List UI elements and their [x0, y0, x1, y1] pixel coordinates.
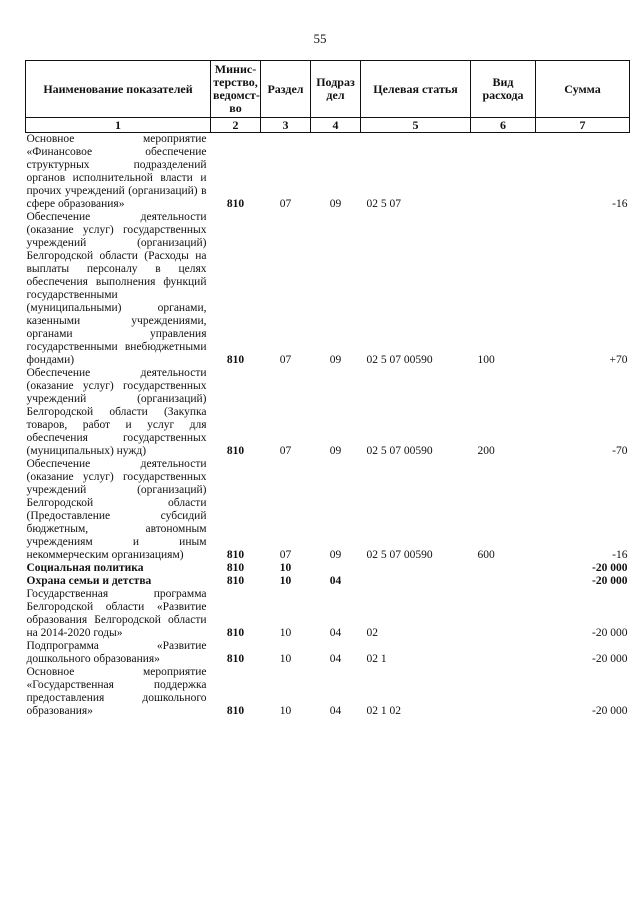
row-sum-cell: -20 000 [592, 575, 628, 587]
row-name-cell: Обеспечение деятельности (оказание услуг) государственных учреждений (организаций) Белгородской области (Предоставление субсидий бюджетным, автономным учреждениям и иным некоммерческим организациям) [26, 458, 207, 561]
row-type-cell: 600 [477, 549, 495, 561]
column-header-ministry: Минис-терство, ведомст-во [211, 61, 261, 118]
column-header-subsection: Подраз дел [311, 61, 361, 118]
row-target-cell: 02 [366, 627, 378, 639]
table-row [26, 211, 630, 367]
row-ministry-cell: 810 [226, 575, 245, 587]
row-subsection-cell: 09 [329, 445, 342, 457]
column-number: 2 [211, 118, 261, 133]
row-type-cell: 100 [477, 354, 495, 366]
row-name-cell: Основное мероприятие «Финансовое обеспечение структурных подразделений органов исполнительной власти и прочих учреждений (организаций) в сфере образования» [26, 133, 207, 210]
table-row [26, 666, 630, 718]
budget-table [25, 60, 630, 718]
row-subsection-cell: 04 [329, 575, 342, 587]
row-type-cell [471, 133, 536, 212]
column-header-sum: Сумма [536, 61, 630, 118]
row-section-cell: 10 [279, 627, 292, 639]
column-number: 6 [471, 118, 536, 133]
column-header-type: Вид расхода [471, 61, 536, 118]
column-number: 5 [361, 118, 471, 133]
row-sum-cell: -20 000 [592, 653, 628, 665]
table-row [26, 575, 630, 588]
column-header-target: Целевая статья [361, 61, 471, 118]
column-number: 4 [311, 118, 361, 133]
row-section-cell: 10 [279, 575, 292, 587]
column-number: 7 [536, 118, 630, 133]
row-section-cell: 07 [279, 354, 292, 366]
row-type-cell [471, 562, 536, 575]
row-section-cell: 10 [279, 653, 292, 665]
row-section-cell: 07 [279, 549, 292, 561]
row-section-cell: 07 [279, 198, 292, 210]
row-sum-cell: -70 [612, 445, 628, 457]
table-header-row [26, 61, 630, 118]
row-target-cell [361, 562, 471, 575]
column-number: 3 [261, 118, 311, 133]
row-name-cell: Социальная политика [26, 562, 144, 574]
row-ministry-cell: 810 [226, 705, 245, 717]
row-target-cell: 02 5 07 [366, 198, 401, 210]
row-ministry-cell: 810 [226, 198, 245, 210]
column-number-row [26, 118, 630, 133]
row-subsection-cell: 09 [329, 354, 342, 366]
column-number: 1 [26, 118, 211, 133]
column-header-name: Наименование показателей [26, 61, 211, 118]
row-subsection-cell: 09 [329, 549, 342, 561]
row-ministry-cell: 810 [226, 549, 245, 561]
row-name-cell: Основное мероприятие «Государственная поддержка предоставления дошкольного образования» [26, 666, 207, 717]
row-target-cell: 02 1 02 [366, 705, 401, 717]
row-sum-cell: -16 [612, 198, 628, 210]
row-sum-cell: -20 000 [592, 562, 628, 574]
table-row [26, 458, 630, 562]
row-ministry-cell: 810 [226, 445, 245, 457]
table-row [26, 133, 630, 212]
row-type-cell [471, 588, 536, 640]
row-name-cell: Обеспечение деятельности (оказание услуг) государственных учреждений (организаций) Белгородской области (Расходы на выплаты персоналу в целях обеспечения выполнения функций государственными (муниципальными) органами, казенными учреждениями, органами управления государственными внебюджетными фондами) [26, 211, 207, 366]
row-name-cell: Государственная программа Белгородской области «Развитие образования Белгородской области на 2014-2020 годы» [26, 588, 207, 639]
row-section-cell: 10 [279, 705, 292, 717]
row-sum-cell: -20 000 [592, 627, 628, 639]
row-ministry-cell: 810 [226, 627, 245, 639]
column-header-section: Раздел [261, 61, 311, 118]
row-sum-cell: +70 [609, 354, 628, 366]
row-subsection-cell [311, 562, 361, 575]
row-sum-cell: -16 [612, 549, 628, 561]
row-section-cell: 10 [279, 562, 292, 574]
row-subsection-cell: 04 [329, 653, 342, 665]
row-type-cell [471, 666, 536, 718]
table-row [26, 640, 630, 666]
table-row [26, 588, 630, 640]
row-target-cell: 02 5 07 00590 [366, 445, 433, 457]
table-row [26, 367, 630, 458]
row-sum-cell: -20 000 [592, 705, 628, 717]
row-subsection-cell: 04 [329, 627, 342, 639]
row-section-cell: 07 [279, 445, 292, 457]
row-subsection-cell: 09 [329, 198, 342, 210]
row-ministry-cell: 810 [226, 562, 245, 574]
row-name-cell: Обеспечение деятельности (оказание услуг) государственных учреждений (организаций) Белгородской области (Закупка товаров, работ и услуг для обеспечения государственных (муниципальных) нужд) [26, 367, 207, 457]
row-target-cell [361, 575, 471, 588]
row-type-cell [471, 575, 536, 588]
row-name-cell: Подпрограмма «Развитие дошкольного образования» [26, 640, 207, 665]
row-type-cell: 200 [477, 445, 495, 457]
row-ministry-cell: 810 [226, 354, 245, 366]
page-number: 55 [313, 31, 327, 46]
row-target-cell: 02 5 07 00590 [366, 354, 433, 366]
row-ministry-cell: 810 [226, 653, 245, 665]
row-target-cell: 02 1 [366, 653, 387, 665]
table-row [26, 562, 630, 575]
row-target-cell: 02 5 07 00590 [366, 549, 433, 561]
row-subsection-cell: 04 [329, 705, 342, 717]
row-name-cell: Охрана семьи и детства [26, 575, 152, 587]
row-type-cell [471, 640, 536, 666]
